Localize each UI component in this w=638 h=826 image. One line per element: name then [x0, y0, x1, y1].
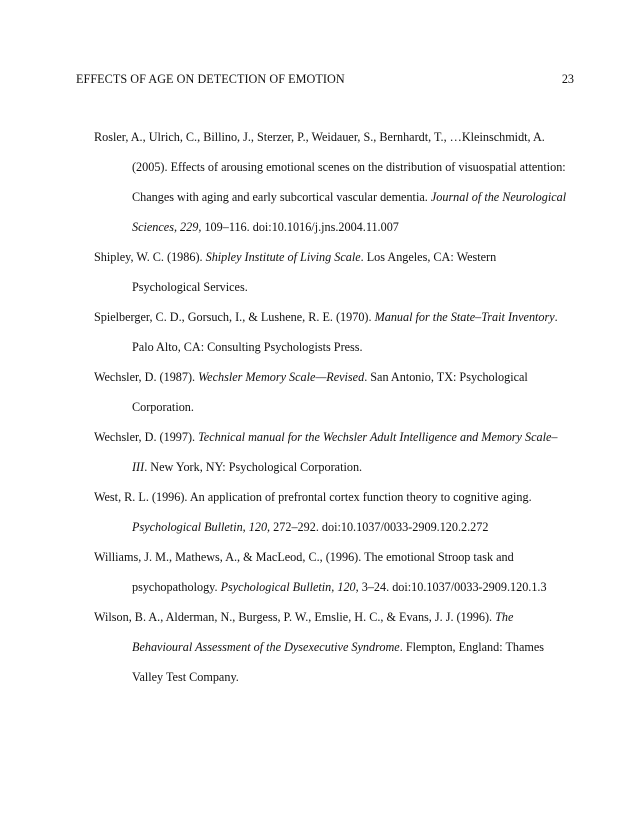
reference-text: . San Antonio, TX: Psychological: [364, 370, 528, 384]
reference-entry: [94, 362, 594, 422]
reference-line: [94, 272, 594, 302]
reference-text: Valley Test Company.: [132, 670, 239, 684]
reference-line: [94, 632, 594, 662]
reference-italic-text: Sciences, 229,: [132, 220, 202, 234]
reference-text: Shipley, W. C. (1986).: [94, 250, 206, 264]
reference-line: [94, 392, 594, 422]
reference-line: [94, 362, 594, 392]
running-head: EFFECTS OF AGE ON DETECTION OF EMOTION: [76, 72, 345, 86]
reference-text: . Flempton, England: Thames: [399, 640, 545, 654]
reference-line: [94, 572, 594, 602]
reference-italic-text: Wechsler Memory Scale—Revised: [198, 370, 365, 384]
reference-entry: [94, 302, 594, 362]
reference-line: [94, 302, 594, 332]
reference-text: Spielberger, C. D., Gorsuch, I., & Lushene, R. E. (1970).: [94, 310, 375, 324]
reference-text: Wechsler, D. (1987).: [94, 370, 199, 384]
reference-text: 3–24. doi:10.1037/0033-2909.120.1.3: [358, 580, 547, 594]
reference-line: [94, 152, 594, 182]
reference-text: 272–292. doi:10.1037/0033-2909.120.2.272: [270, 520, 489, 534]
reference-italic-text: III: [132, 460, 145, 474]
reference-line: [94, 662, 594, 692]
reference-italic-text: Psychological Bulletin, 120,: [220, 580, 359, 594]
reference-text: Williams, J. M., Mathews, A., & MacLeod, C., (1996). The emotional Stroop task and: [94, 550, 514, 564]
reference-entry: [94, 122, 594, 242]
reference-line: [94, 212, 594, 242]
reference-text: Psychological Services.: [132, 280, 248, 294]
reference-entry: [94, 602, 594, 692]
reference-line: [94, 122, 594, 152]
reference-text: Palo Alto, CA: Consulting Psychologists Press.: [132, 340, 363, 354]
reference-italic-text: Journal of the Neurological: [430, 190, 567, 204]
reference-text: . Los Angeles, CA: Western: [360, 250, 497, 264]
reference-text: 109–116. doi:10.1016/j.jns.2004.11.007: [201, 220, 399, 234]
reference-entry: [94, 482, 594, 542]
reference-italic-text: Psychological Bulletin, 120,: [132, 520, 271, 534]
reference-text: . New York, NY: Psychological Corporation.: [144, 460, 363, 474]
page-number: 23: [561, 72, 574, 86]
reference-entry: [94, 242, 594, 302]
reference-line: [94, 542, 594, 572]
reference-entry: [94, 542, 594, 602]
reference-text: (2005). Effects of arousing emotional scenes on the distribution of visuospatial attention:: [132, 160, 566, 174]
reference-text: .: [554, 310, 558, 324]
reference-italic-text: Technical manual for the Wechsler Adult Intelligence and Memory Scale–: [198, 430, 558, 444]
reference-line: [94, 512, 594, 542]
reference-text: Wechsler, D. (1997).: [94, 430, 199, 444]
reference-italic-text: The: [495, 610, 514, 624]
reference-line: [94, 452, 594, 482]
reference-text: Wilson, B. A., Alderman, N., Burgess, P. W., Emslie, H. C., & Evans, J. J. (1996).: [94, 610, 496, 624]
reference-line: [94, 242, 594, 272]
reference-text: psychopathology.: [132, 580, 221, 594]
reference-line: [94, 482, 594, 512]
reference-line: [94, 602, 594, 632]
reference-text: Corporation.: [132, 400, 194, 414]
reference-line: [94, 182, 594, 212]
reference-italic-text: Shipley Institute of Living Scale: [205, 250, 361, 264]
reference-italic-text: Behavioural Assessment of the Dysexecutive Syndrome: [132, 640, 400, 654]
reference-list: [94, 122, 594, 692]
reference-line: [94, 422, 594, 452]
reference-text: West, R. L. (1996). An application of prefrontal cortex function theory to cognitive aging.: [94, 490, 532, 504]
reference-entry: [94, 422, 594, 482]
reference-text: Rosler, A., Ulrich, C., Billino, J., Sterzer, P., Weidauer, S., Bernhardt, T., …Kleinschmidt, A.: [94, 130, 545, 144]
reference-italic-text: Manual for the State–Trait Inventory: [374, 310, 555, 324]
reference-text: Changes with aging and early subcortical vascular dementia.: [132, 190, 431, 204]
reference-line: [94, 332, 594, 362]
